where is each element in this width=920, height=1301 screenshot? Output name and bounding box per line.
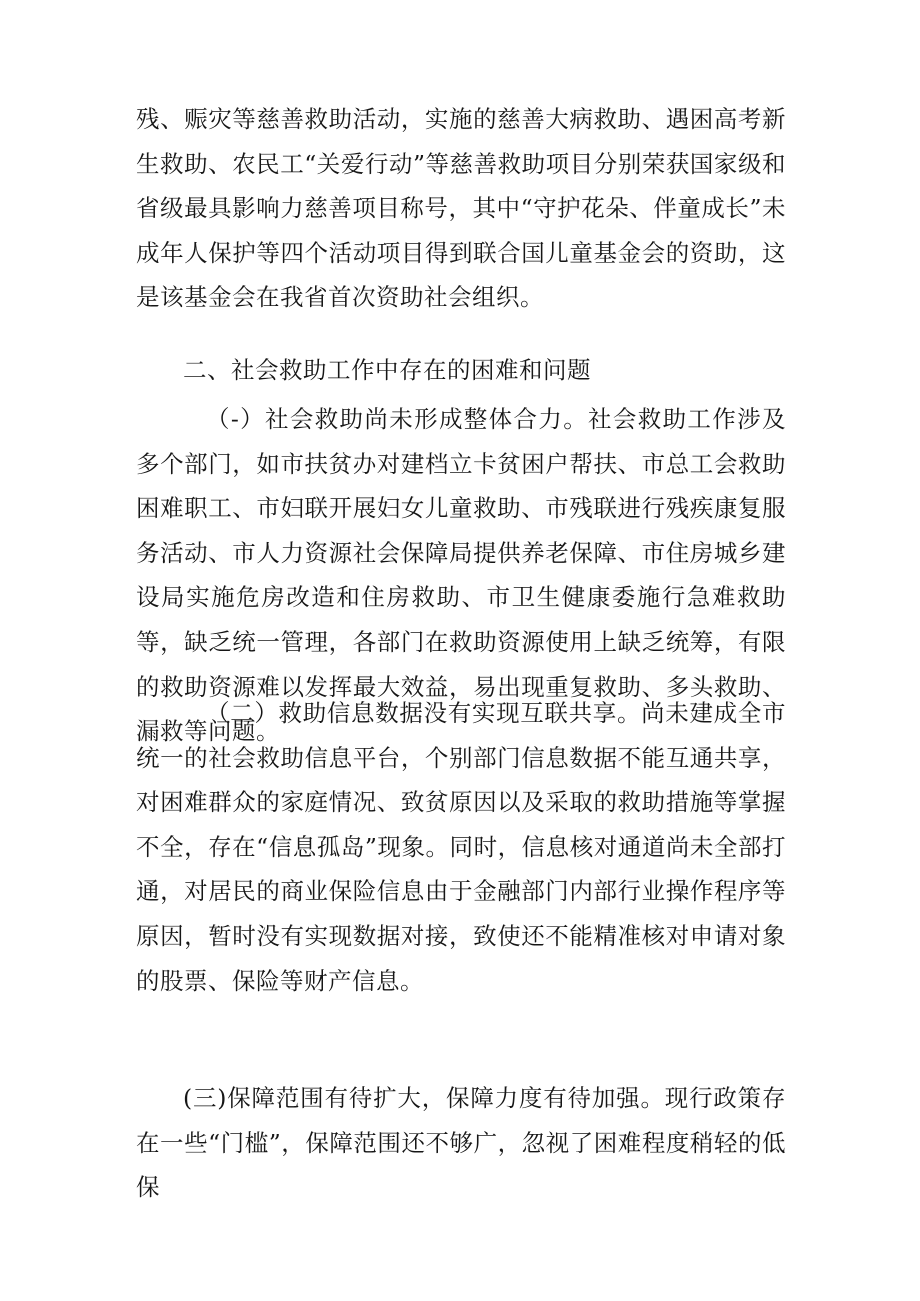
body-paragraph-1: （-）社会救助尚未形成整体合力。社会救助工作涉及多个部门，如市扶贫办对建档立卡贫困户帮扶、市总工会救助困难职工、市妇联开展妇女儿童救助、市残联进行残疾康复服务活动、市人力资源社会保障局提供养老保障、市住房城乡建设局实施危房改造和住房救助、市卫生健康委施行急难救助等，缺乏统一管理，各部门在救助资源使用上缺乏统筹，有限的救助资源难以发挥最大效益，易出现重复救助、多头救助、漏救等问题。	[136, 405, 786, 746]
section-heading: 二、社会救助工作中存在的困难和问题	[183, 356, 591, 384]
body-paragraph-2: （二）救助信息数据没有实现互联共享。尚未建成全市统一的社会救助信息平台，个别部门信息数据不能互通共享，对困难群众的家庭情况、致贫原因以及采取的救助措施等掌握不全，存在“信息孤岛”现象。同时，信息核对通道尚未全部打通，对居民的商业保险信息由于金融部门内部行业操作程序等原因，暂时没有实现数据对接，致使还不能精准核对申请对象的股票、保险等财产信息。	[136, 699, 786, 995]
body-paragraph-3: (三)保障范围有待扩大，保障力度有待加强。现行政策存在一些“门槛”，保障范围还不够广，忽视了困难程度稍轻的低保	[136, 1084, 786, 1202]
body-paragraph-continued: 残、赈灾等慈善救助活动，实施的慈善大病救助、遇困高考新生救助、农民工“关爱行动”等慈善救助项目分别荣获国家级和省级最具影响力慈善项目称号，其中“守护花朵、伴童成长”未成年人保护等四个活动项目得到联合国儿童基金会的资助，这是该基金会在我省首次资助社会组织。	[136, 105, 786, 312]
